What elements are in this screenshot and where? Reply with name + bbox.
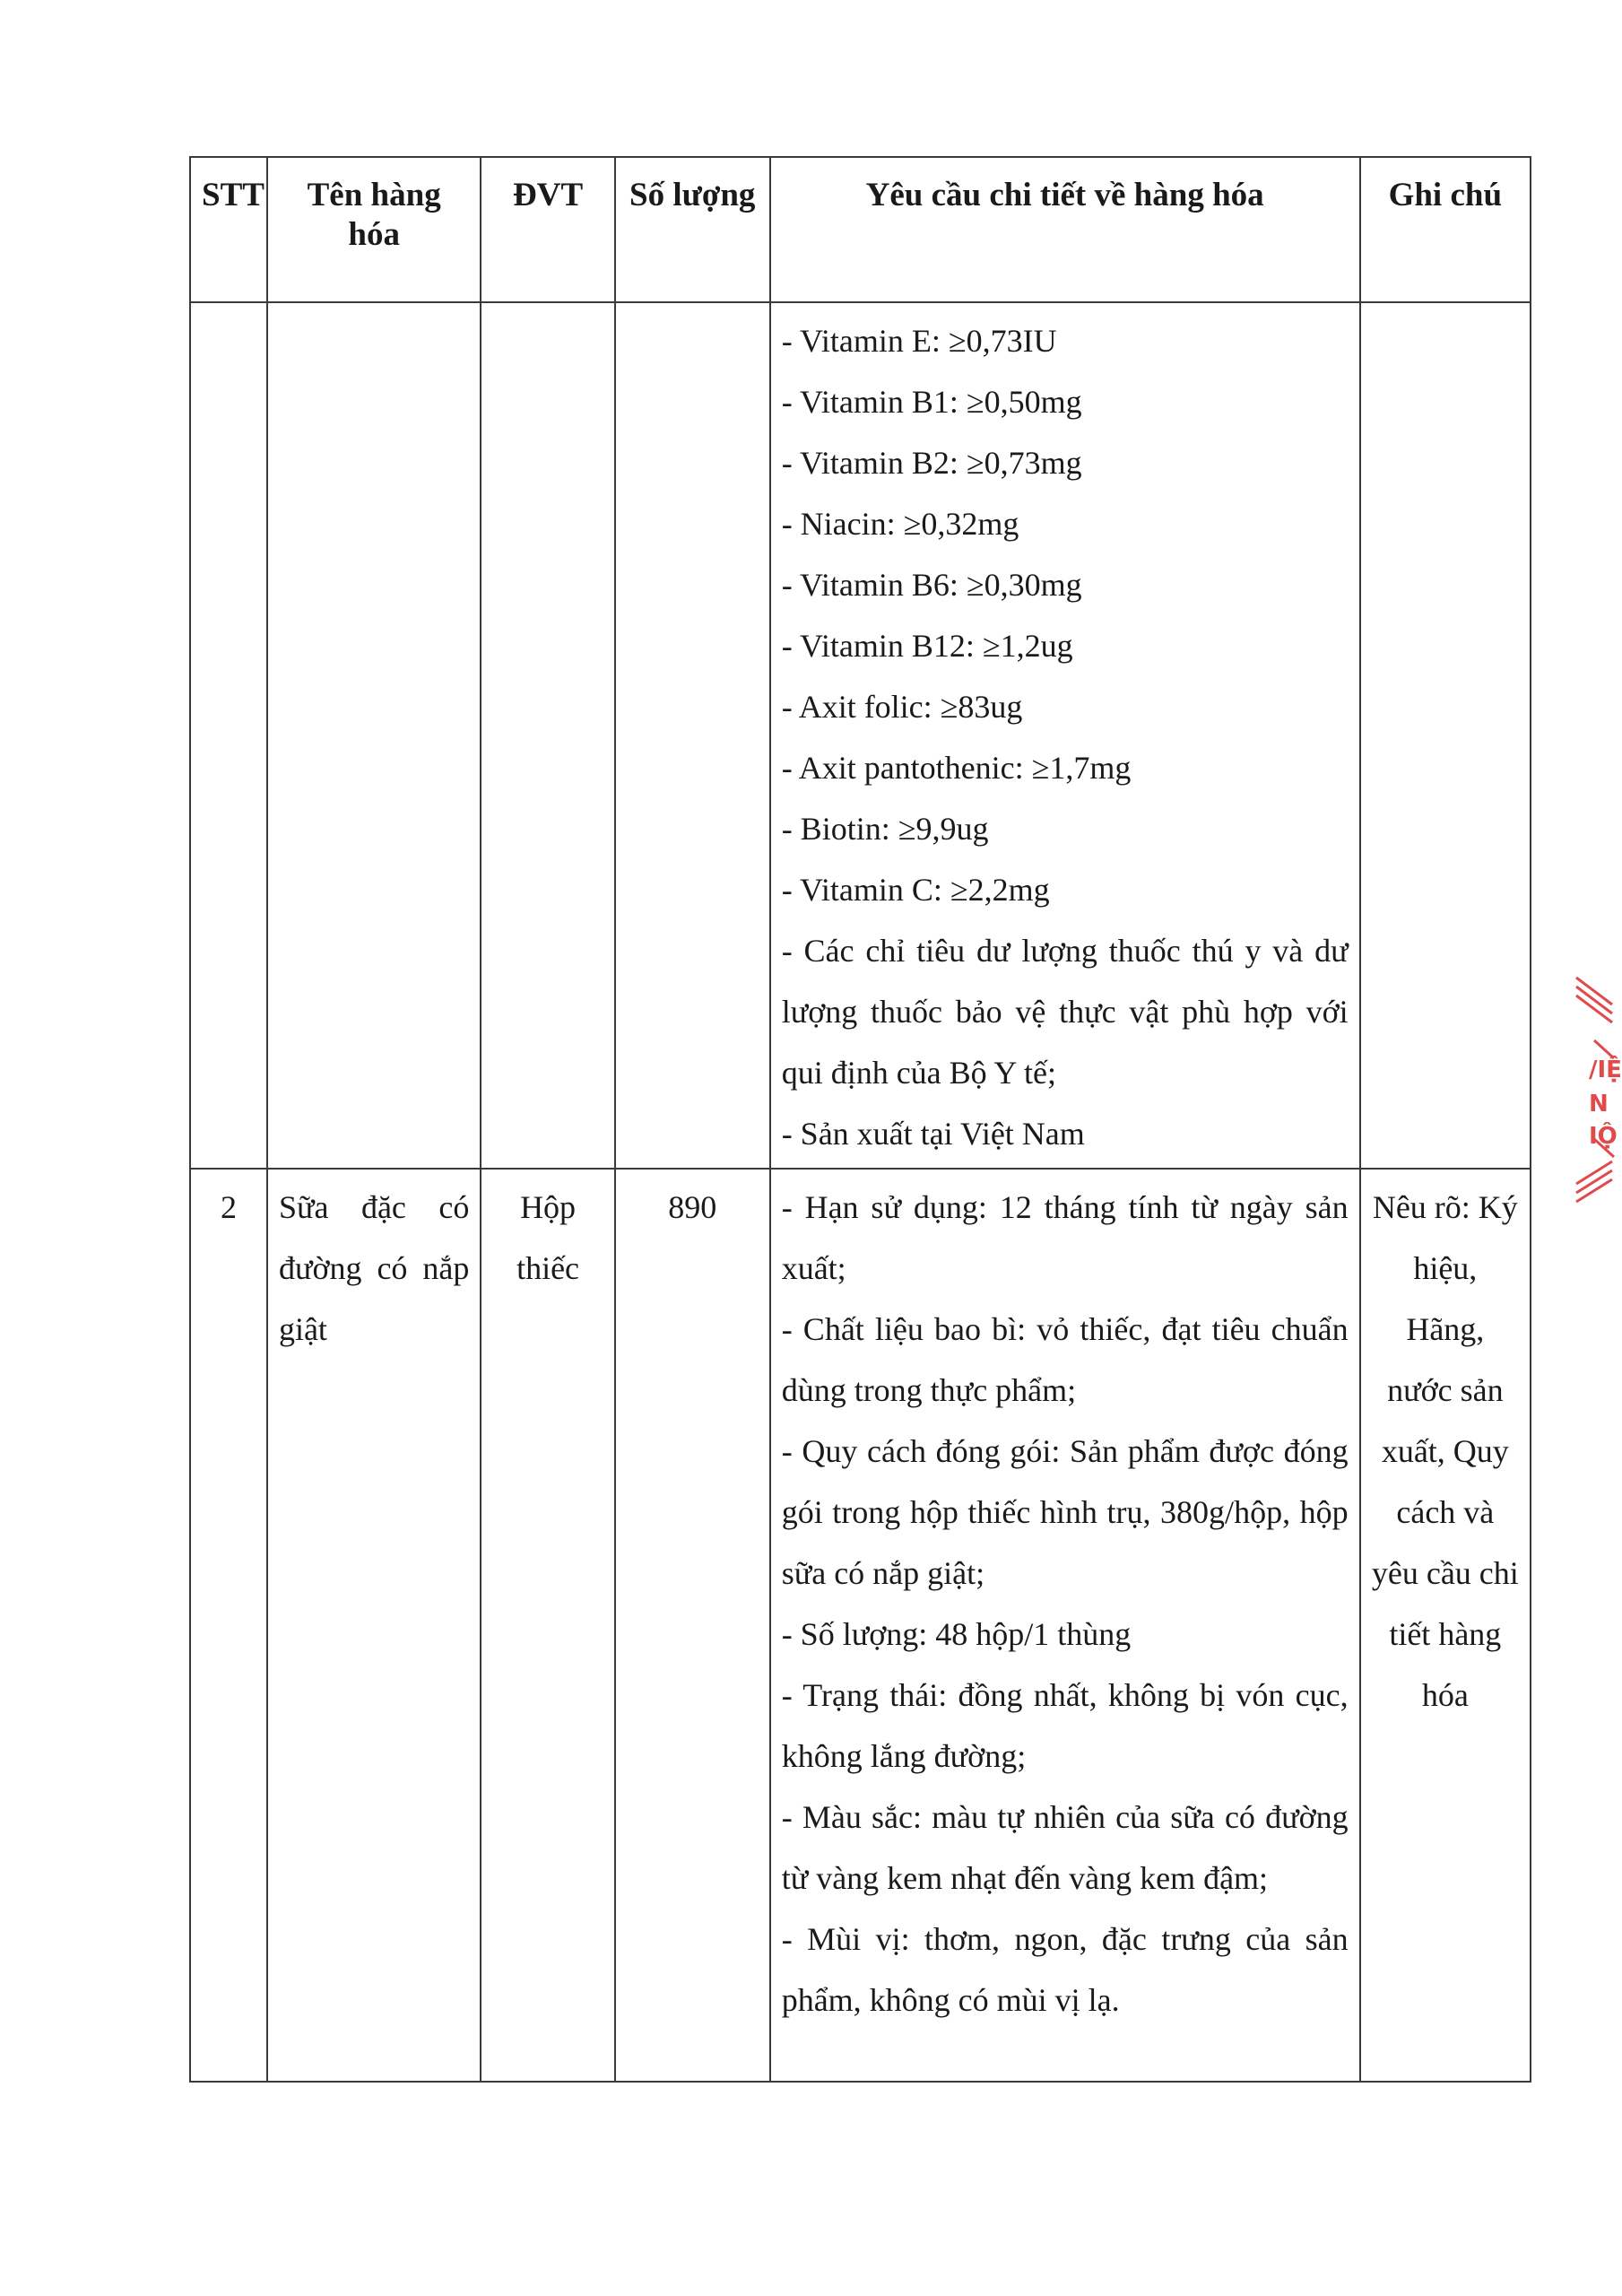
header-unit: ĐVT: [481, 157, 614, 302]
cell-unit: [481, 302, 614, 1169]
cell-item-name: [267, 302, 481, 1169]
requirement-line: - Số lượng: 48 hộp/1 thùng: [781, 1616, 1132, 1652]
cell-stt: [190, 302, 267, 1169]
requirement-line: - Vitamin E: ≥0,73IU: [781, 323, 1057, 359]
requirement-line: - Biotin: ≥9,9ug: [781, 811, 989, 847]
header-item-name: Tên hàng hóa: [267, 157, 481, 302]
requirements-table: [189, 156, 1531, 2083]
requirement-line: - Chất liệu bao bì: vỏ thiếc, đạt tiêu chuẩn dùng trong thực phẩm;: [781, 1311, 1349, 1408]
requirement-line: - Vitamin B2: ≥0,73mg: [781, 445, 1082, 481]
cell-quantity: 890: [615, 1169, 770, 2082]
header-stt: STT: [190, 157, 267, 302]
requirement-line: - Axit folic: ≥83ug: [781, 689, 1023, 725]
cell-quantity: [615, 302, 770, 1169]
requirement-line: - Vitamin B6: ≥0,30mg: [781, 567, 1082, 603]
requirement-line: - Mùi vị: thơm, ngon, đặc trưng của sản phẩm, không có mùi vị lạ.: [781, 1921, 1349, 2018]
header-notes: Ghi chú: [1360, 157, 1531, 302]
cell-requirements: [770, 1169, 1360, 2082]
cell-stt: 2: [190, 1169, 267, 2082]
table-row: [190, 1169, 1531, 2082]
requirement-line: - Vitamin B1: ≥0,50mg: [781, 384, 1082, 420]
requirement-line: - Màu sắc: màu tự nhiên của sữa có đường từ vàng kem nhạt đến vàng kem đậm;: [781, 1799, 1349, 1896]
requirement-line: - Quy cách đóng gói: Sản phẩm được đóng gói trong hộp thiếc hình trụ, 380g/hộp, hộp sữa có nắp giật;: [781, 1433, 1349, 1591]
stamp-text: IỘ: [1589, 1123, 1618, 1150]
requirement-line: - Axit pantothenic: ≥1,7mg: [781, 750, 1132, 786]
cell-notes: Nêu rõ: Ký hiệu, Hãng, nước sản xuất, Quy cách và yêu cầu chi tiết hàng hóa: [1360, 1169, 1531, 2082]
cell-unit: Hộp thiếc: [481, 1169, 614, 2082]
cell-notes: [1360, 302, 1531, 1169]
cell-item-name: Sữa đặc có đường có nắp giật: [267, 1169, 481, 2082]
requirement-line: - Các chỉ tiêu dư lượng thuốc thú y và dư lượng thuốc bảo vệ thực vật phù hợp với qui định của Bộ Y tế;: [781, 933, 1349, 1091]
header-row: [190, 157, 1531, 302]
requirement-line: - Trạng thái: đồng nhất, không bị vón cục, không lắng đường;: [781, 1677, 1349, 1774]
table-row: [190, 302, 1531, 1169]
requirement-line: - Vitamin B12: ≥1,2ug: [781, 628, 1073, 664]
requirement-line: - Sản xuất tại Việt Nam: [781, 1116, 1085, 1152]
header-requirements: Yêu cầu chi tiết về hàng hóa: [770, 157, 1360, 302]
requirement-line: - Hạn sử dụng: 12 tháng tính từ ngày sản xuất;: [781, 1189, 1349, 1286]
requirement-line: - Vitamin C: ≥2,2mg: [781, 872, 1050, 908]
stamp-text: /IỆ: [1589, 1057, 1622, 1083]
cell-requirements: [770, 302, 1360, 1169]
requirement-line: - Niacin: ≥0,32mg: [781, 506, 1019, 542]
stamp-text: N: [1589, 1091, 1609, 1118]
header-quantity: Số lượng: [615, 157, 770, 302]
